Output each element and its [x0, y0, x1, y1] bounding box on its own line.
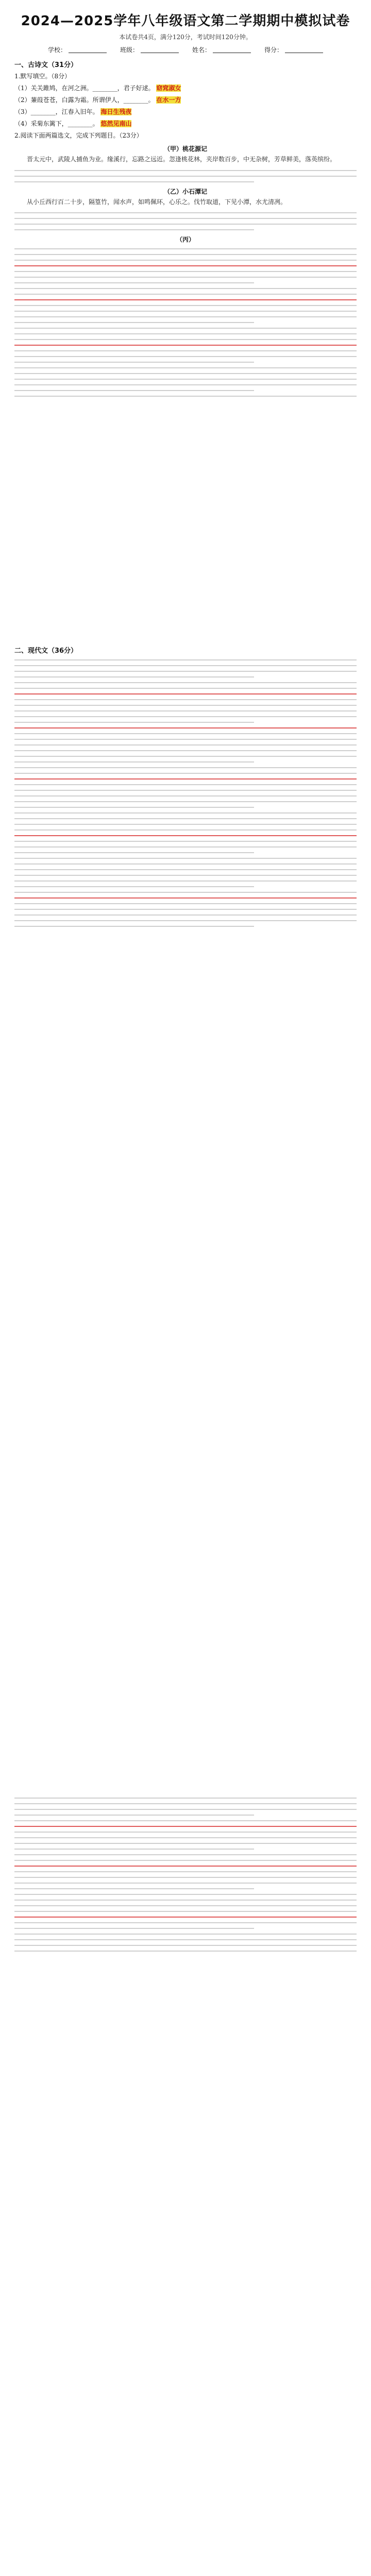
question-2: 2.阅读下面两篇选文，完成下列题目。（23分）: [14, 132, 143, 139]
exam-note: 本试卷共4页，满分120分，考试时间120分钟。: [119, 33, 252, 41]
name-field[interactable]: [192, 45, 251, 54]
school-field[interactable]: [48, 45, 107, 54]
score-field[interactable]: [264, 45, 323, 54]
answer-1-1: 窈窕淑女: [156, 84, 181, 92]
answer-1-4: 悠然见南山: [100, 120, 132, 127]
name-label: 姓名：: [192, 46, 211, 54]
class-label: 班级：: [120, 46, 139, 54]
passage-b-line: 从小丘西行百二十步，隔篁竹，闻水声，如鸣佩环，心乐之。伐竹取道，下见小潭，水尤清冽。: [27, 198, 287, 206]
student-info-row: [14, 45, 357, 54]
class-field[interactable]: [120, 45, 179, 54]
question-1-2: （2）蒹葭苍苍，白露为霜。所谓伊人，________。 在水一方: [14, 96, 181, 104]
question-1: 1.默写填空。（8分）: [14, 73, 71, 80]
answer-1-2: 在水一方: [156, 96, 181, 104]
exam-body-2: [14, 659, 357, 1793]
passage-caption-a: （甲）桃花源记: [163, 145, 207, 152]
section-heading-1: 一、古诗文（31分）: [14, 61, 78, 69]
passage-caption-c: （丙）: [176, 236, 195, 244]
question-1-4: （4）采菊东篱下，________。 悠然见南山: [14, 120, 132, 127]
answer-1-3: 海日生残夜: [100, 108, 132, 115]
page-title: 2024—2025学年八年级语文第二学期期中模拟试卷: [21, 13, 350, 29]
section-heading-2: 二、现代文（36分）: [14, 647, 78, 655]
score-label: 得分：: [264, 46, 283, 54]
school-label: 学校：: [47, 46, 66, 54]
question-1-3: （3）________，江春入旧年。 海日生残夜: [14, 108, 132, 115]
passage-a-body: [14, 170, 357, 182]
passage-b-body: [14, 212, 357, 230]
question-1-1: （1）关关雎鸠，在河之洲。________，君子好逑。 窈窕淑女: [14, 84, 181, 92]
passage-caption-b: （乙）小石潭记: [163, 188, 207, 195]
exam-body-3: [14, 1798, 357, 2576]
passage-a-line: 晋太元中，武陵人捕鱼为业。缘溪行，忘路之远近。忽逢桃花林，夹岸数百步，中无杂树，芳草鲜美，落英缤纷。: [27, 156, 336, 163]
exam-body-1: [14, 248, 357, 640]
